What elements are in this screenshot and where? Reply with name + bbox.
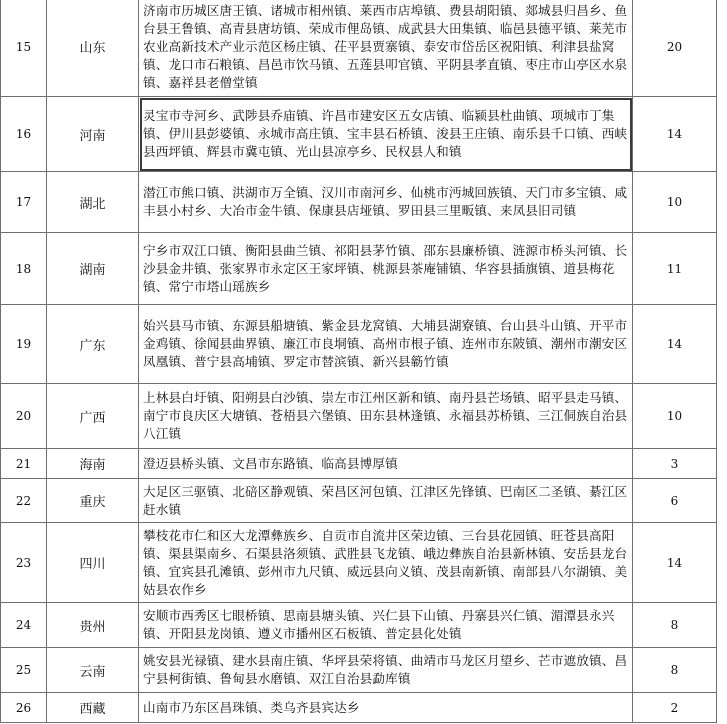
- table-row: [1, 97, 717, 172]
- province-cell[interactable]: 重庆: [47, 479, 139, 523]
- towns-cell[interactable]: 潜江市熊口镇、洪湖市万全镇、汉川市南河乡、仙桃市沔城回族镇、天门市多宝镇、咸丰县小村乡、大冶市金牛镇、保康县店垭镇、罗田县三里畈镇、来凤县旧司镇: [139, 172, 633, 233]
- row-number-cell[interactable]: 23: [1, 523, 47, 603]
- row-number-cell[interactable]: 16: [1, 97, 47, 172]
- towns-cell[interactable]: 姚安县光禄镇、建水县南庄镇、华坪县荣将镇、曲靖市马龙区月望乡、芒市遮放镇、昌宁县柯街镇、鲁甸县水磨镇、双江自治县勐库镇: [139, 648, 633, 693]
- province-cell[interactable]: 广东: [47, 305, 139, 384]
- table-row: [1, 449, 717, 479]
- province-cell[interactable]: 西藏: [47, 693, 139, 723]
- towns-cell[interactable]: 宁乡市双江口镇、衡阳县曲兰镇、祁阳县茅竹镇、邵东县廉桥镇、涟源市桥头河镇、长沙县金井镇、张家界市永定区王家坪镇、桃源县茶庵铺镇、华容县插旗镇、道县梅花镇、常宁市塔山瑶族乡: [139, 233, 633, 305]
- towns-cell-selected[interactable]: 灵宝市寺河乡、武陟县乔庙镇、许昌市建安区五女店镇、临颍县杜曲镇、项城市丁集镇、伊川县彭婆镇、永城市高庄镇、宝丰县石桥镇、浚县王庄镇、南乐县千口镇、西峡县西坪镇、辉县市冀屯镇、光山县凉亭乡、民权县人和镇: [139, 97, 633, 172]
- count-cell[interactable]: 3: [633, 449, 717, 479]
- count-cell[interactable]: 11: [633, 233, 717, 305]
- towns-cell[interactable]: 山南市乃东区昌珠镇、类乌齐县宾达乡: [139, 693, 633, 723]
- province-cell[interactable]: 河南: [47, 97, 139, 172]
- province-cell[interactable]: 湖北: [47, 172, 139, 233]
- count-cell[interactable]: 20: [633, 0, 717, 97]
- count-cell[interactable]: 10: [633, 172, 717, 233]
- towns-cell[interactable]: 攀枝花市仁和区大龙潭彝族乡、自贡市自流井区荣边镇、三台县花园镇、旺苍县高阳镇、渠县渠南乡、石渠县洛须镇、武胜县飞龙镇、峨边彝族自治县新林镇、安岳县龙台镇、宜宾县孔滩镇、彭州市九尺镇、威远县向义镇、茂县南新镇、南部县八尔湖镇、美姑县农作乡: [139, 523, 633, 603]
- row-number-cell[interactable]: 21: [1, 449, 47, 479]
- towns-cell[interactable]: 济南市历城区唐王镇、诸城市相州镇、莱西市店埠镇、费县胡阳镇、郯城县归昌乡、鱼台县王鲁镇、高青县唐坊镇、荣成市俚岛镇、成武县大田集镇、临邑县德平镇、莱芜市农业高新技术产业示范区杨庄镇、茌平县贾寨镇、泰安市岱岳区祝阳镇、利津县盐窝镇、龙口市石粮镇、昌邑市饮马镇、五莲县叩官镇、平阴县孝直镇、枣庄市山亭区水泉镇、嘉祥县老僧堂镇: [139, 0, 633, 97]
- towns-cell[interactable]: 上林县白圩镇、阳朔县白沙镇、崇左市江州区新和镇、南丹县芒场镇、昭平县走马镇、南宁市良庆区大塘镇、苍梧县六堡镇、田东县林逢镇、永福县苏桥镇、三江侗族自治县八江镇: [139, 384, 633, 449]
- count-cell[interactable]: 8: [633, 648, 717, 693]
- row-number-cell[interactable]: 26: [1, 693, 47, 723]
- table-row: [1, 603, 717, 648]
- table-row: [1, 384, 717, 449]
- table-row: [1, 523, 717, 603]
- table-row: [1, 0, 717, 97]
- province-cell[interactable]: 四川: [47, 523, 139, 603]
- count-cell[interactable]: 14: [633, 305, 717, 384]
- table-row: [1, 172, 717, 233]
- count-cell[interactable]: 14: [633, 97, 717, 172]
- province-cell[interactable]: 湖南: [47, 233, 139, 305]
- count-cell[interactable]: 14: [633, 523, 717, 603]
- towns-cell[interactable]: 安顺市西秀区七眼桥镇、思南县塘头镇、兴仁县下山镇、丹寨县兴仁镇、湄潭县永兴镇、开阳县龙岗镇、遵义市播州区石板镇、普定县化处镇: [139, 603, 633, 648]
- row-number-cell[interactable]: 25: [1, 648, 47, 693]
- table-row: [1, 693, 717, 723]
- row-number-cell[interactable]: 20: [1, 384, 47, 449]
- towns-cell[interactable]: 始兴县马市镇、东源县船塘镇、紫金县龙窝镇、大埔县湖寮镇、台山县斗山镇、开平市金鸡镇、徐闻县曲界镇、廉江市良垌镇、高州市根子镇、连州市东陂镇、潮州市潮安区凤凰镇、普宁县高埔镇、罗定市替滨镇、新兴县簕竹镇: [139, 305, 633, 384]
- province-cell[interactable]: 海南: [47, 449, 139, 479]
- province-cell[interactable]: 贵州: [47, 603, 139, 648]
- row-number-cell[interactable]: 17: [1, 172, 47, 233]
- row-number-cell[interactable]: 15: [1, 0, 47, 97]
- row-number-cell[interactable]: 18: [1, 233, 47, 305]
- table-row: [1, 305, 717, 384]
- table-row: [1, 648, 717, 693]
- row-number-cell[interactable]: 22: [1, 479, 47, 523]
- province-cell[interactable]: 广西: [47, 384, 139, 449]
- province-cell[interactable]: 云南: [47, 648, 139, 693]
- table-row: [1, 233, 717, 305]
- province-cell[interactable]: 山东: [47, 0, 139, 97]
- count-cell[interactable]: 8: [633, 603, 717, 648]
- table-row: [1, 479, 717, 523]
- row-number-cell[interactable]: 19: [1, 305, 47, 384]
- count-cell[interactable]: 2: [633, 693, 717, 723]
- towns-cell[interactable]: 澄迈县桥头镇、文昌市东路镇、临高县博厚镇: [139, 449, 633, 479]
- towns-cell[interactable]: 大足区三驱镇、北碚区静观镇、荣昌区河包镇、江津区先锋镇、巴南区二圣镇、綦江区赶水镇: [139, 479, 633, 523]
- count-cell[interactable]: 6: [633, 479, 717, 523]
- row-number-cell[interactable]: 24: [1, 603, 47, 648]
- count-cell[interactable]: 10: [633, 384, 717, 449]
